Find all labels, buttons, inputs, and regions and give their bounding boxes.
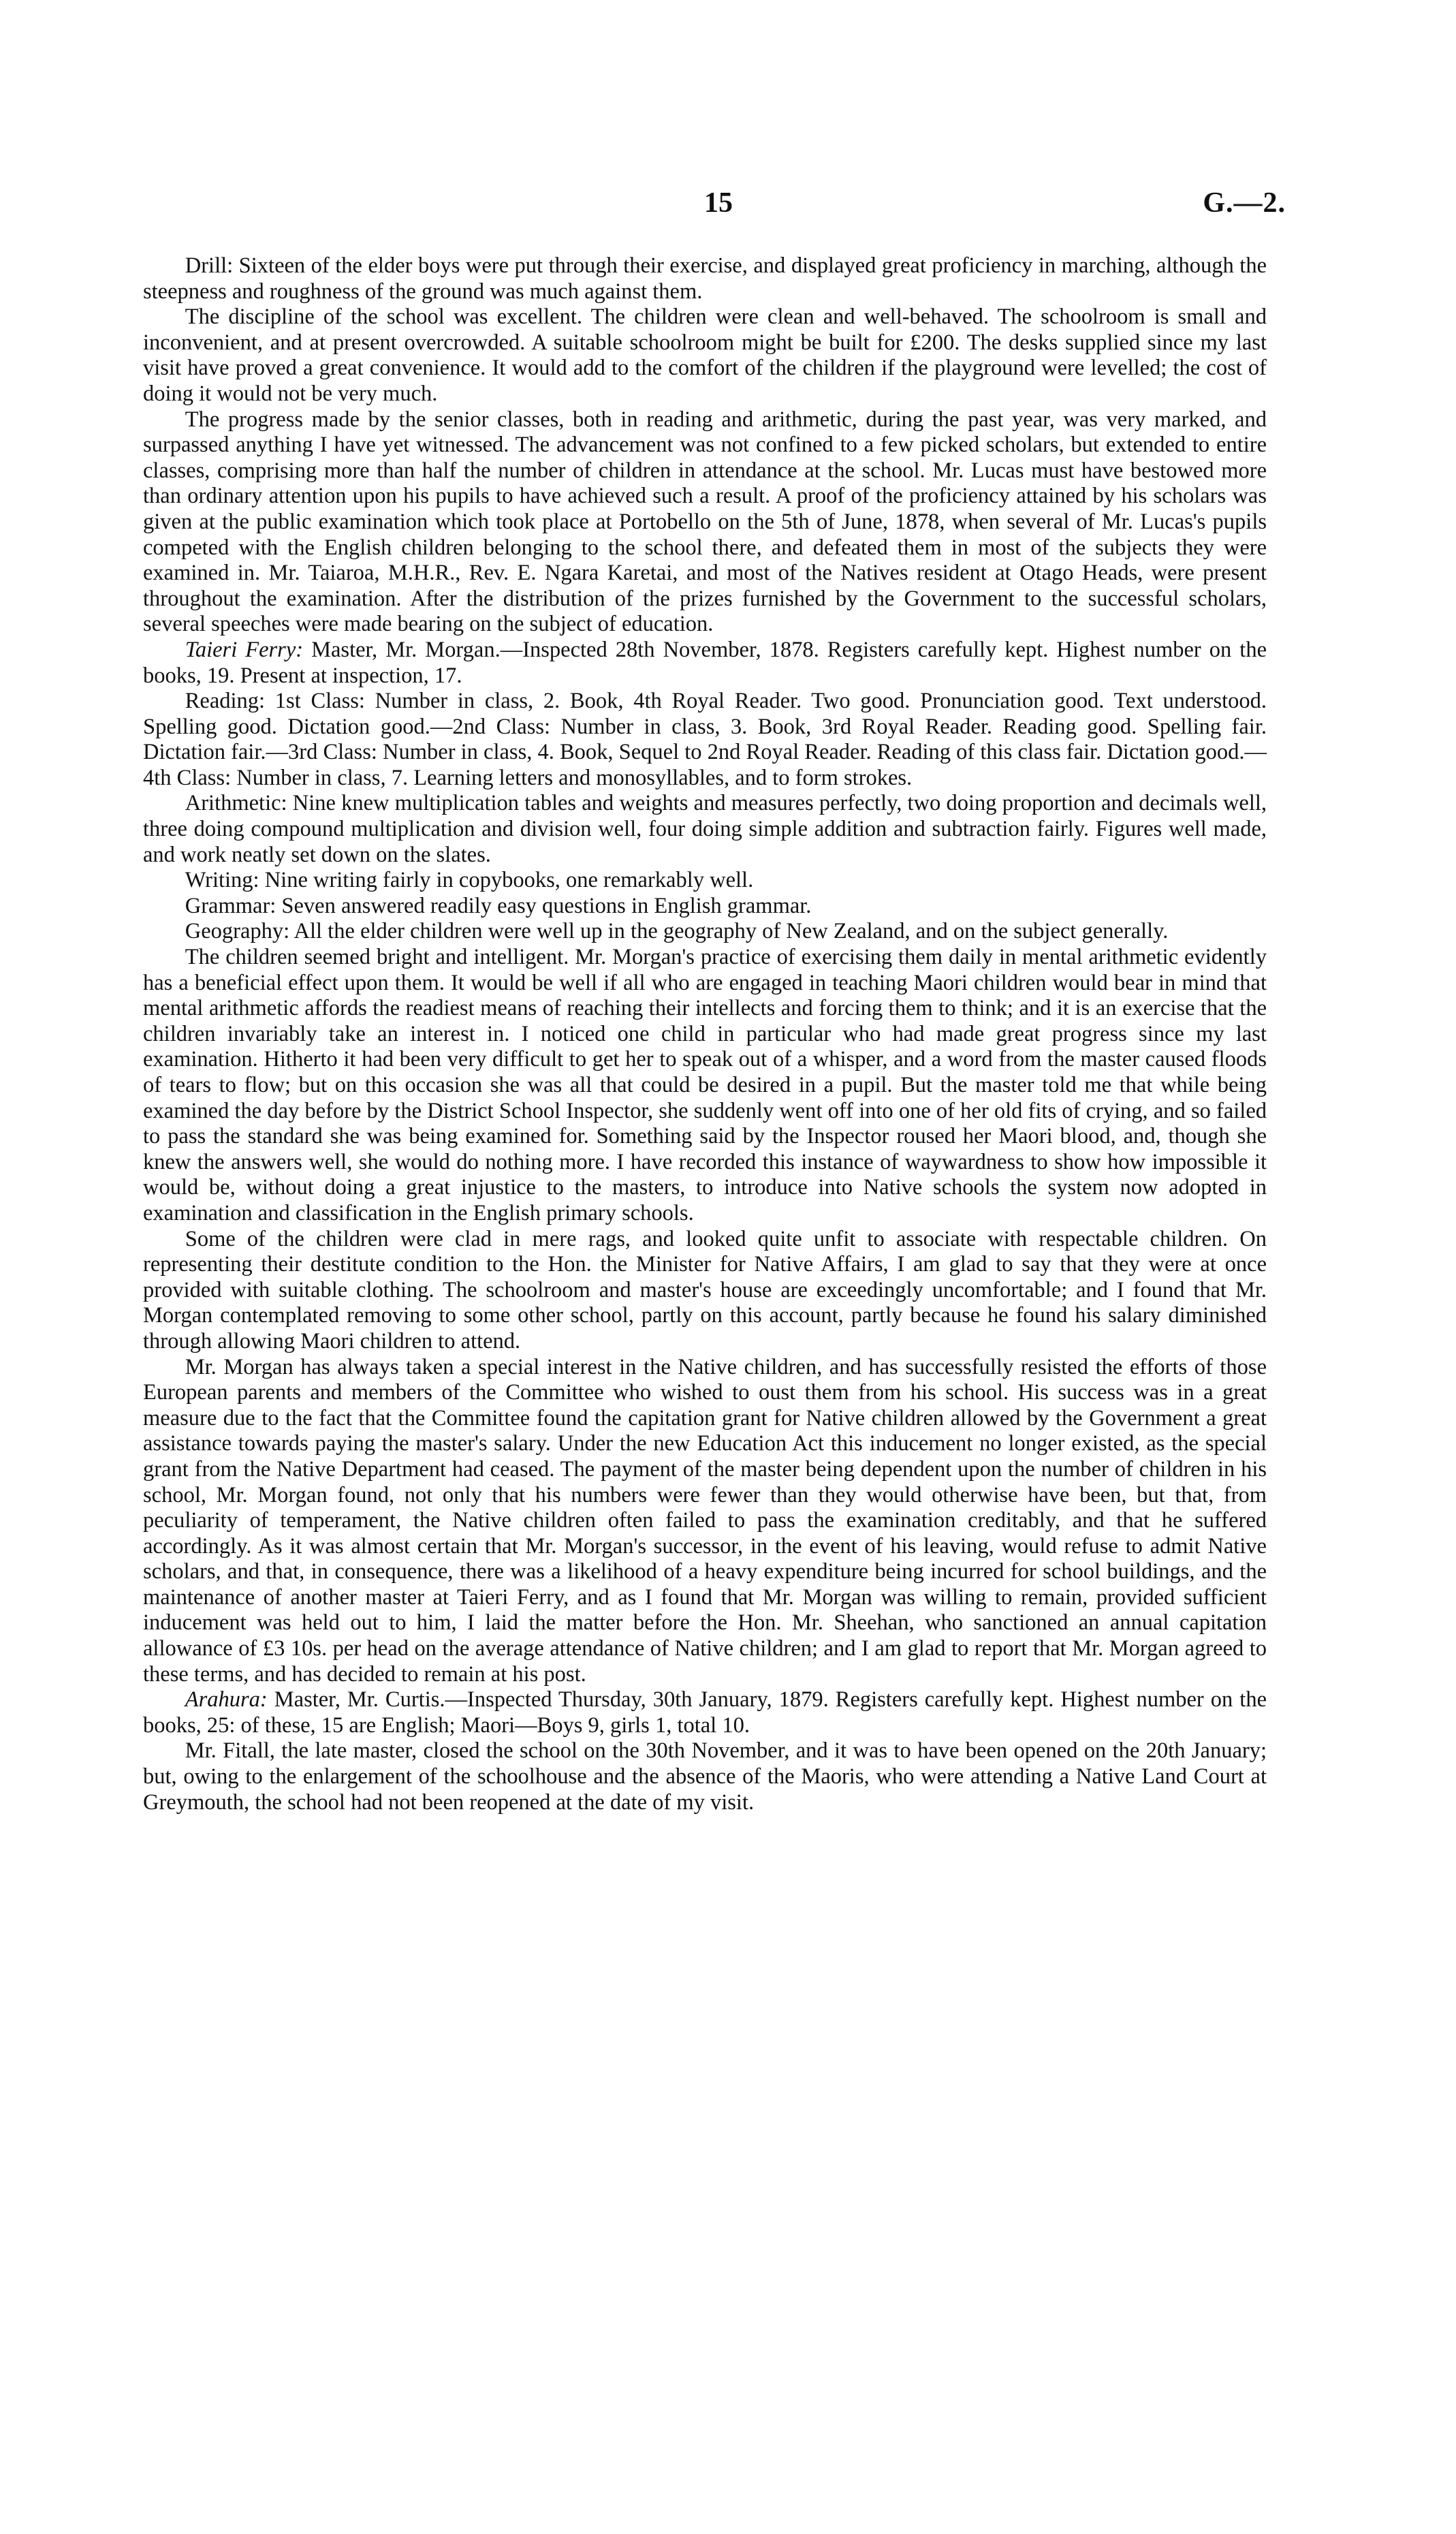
paragraph-arahura (143, 1687, 1267, 1738)
paragraph-text: Mr. Morgan has always taken a special interest in the Native children, and has successfully resisted the efforts of those European parents and members of the Committee who wished to oust them from his school. His success was in a great measure due to the fact that the Committee found the capitation grant for Native children allowed by the Government a great assistance towards paying the master's salary. Under the new Education Act this inducement no longer existed, as the special grant from the Native Department had ceased. The payment of the master being dependent upon the number of children in his school, Mr. Morgan found, not only that his numbers were fewer than they would otherwise have been, but that, from peculiarity of temperament, the Native children often failed to pass the examination creditably, and that he suffered accordingly. As it was almost certain that Mr. Morgan's successor, in the event of his leaving, would refuse to admit Native scholars, and that, in consequence, there was a likelihood of a heavy expenditure being incurred for school buildings, and the maintenance of another master at Taieri Ferry, and as I found that Mr. Morgan was willing to remain, provided sufficient inducement was held out to him, I laid the matter before the Hon. Mr. Sheehan, who sanctioned an annual capitation allowance of £3 10s. per head on the average attendance of Native children; and I am glad to report that Mr. Morgan agreed to these terms, and has decided to remain at his post. (143, 1354, 1267, 1687)
paragraph-discipline (143, 304, 1267, 407)
paragraph-grammar (143, 894, 1267, 920)
paragraph-text: Drill: Sixteen of the elder boys were put through their exercise, and displayed great proficiency in marching, although the steepness and roughness of the ground was much against them. (143, 253, 1267, 304)
paragraph-text: Master, Mr. Curtis.—Inspected Thursday, 30th January, 1879. Registers carefully kept. Highest number on the books, 25: of these, 15 are English; Maori—Boys 9, girls 1, total 10. (143, 1687, 1267, 1738)
paragraph-text: The progress made by the senior classes, both in reading and arithmetic, during the past year, was very marked, and surpassed anything I have yet witnessed. The advancement was not confined to a few picked scholars, but extended to entire classes, comprising more than half the number of children in attendance at the school. Mr. Lucas must have bestowed more than ordinary attention upon his pupils to have achieved such a result. A proof of the proficiency attained by his scholars was given at the public examination which took place at Portobello on the 5th of June, 1878, when several of Mr. Lucas's pupils competed with the English children belonging to the school there, and defeated them in most of the subjects they were examined in. Mr. Taiaroa, M.H.R., Rev. E. Ngara Karetai, and most of the Natives resident at Otago Heads, were present throughout the examination. After the distribution of the prizes furnished by the Government to the successful scholars, several speeches were made bearing on the subject of education. (143, 407, 1267, 637)
school-name-heading: Arahura: (185, 1687, 268, 1712)
paragraph-clothing (143, 1227, 1267, 1355)
paragraph-drill (143, 253, 1267, 304)
paragraph-arithmetic (143, 791, 1267, 868)
paragraph-children (143, 945, 1267, 1227)
paragraph-taieri-ferry (143, 638, 1267, 689)
paragraph-geography (143, 919, 1267, 945)
document-reference: G.—2. (1203, 187, 1286, 219)
paragraph-text: Writing: Nine writing fairly in copybooks, one remarkably well. (185, 868, 754, 893)
paragraph-text: Mr. Fitall, the late master, closed the school on the 30th November, and it was to have been opened on the 20th January; but, owing to the enlargement of the schoolhouse and the absence of the Maoris, who were attending a Native Land Court at Greymouth, the school had not been reopened at the date of my visit. (143, 1738, 1267, 1815)
paragraph-text: Geography: All the elder children were well up in the geography of New Zealand, and on the subject generally. (185, 919, 1169, 944)
page-number: 15 (704, 187, 733, 219)
paragraph-text: Some of the children were clad in mere rags, and looked quite unfit to associate with respectable children. On representing their destitute condition to the Hon. the Minister for Native Affairs, I am glad to say that they were at once provided with suitable clothing. The schoolroom and master's house are exceedingly uncomfortable; and I found that Mr. Morgan contemplated removing to some other school, partly on this account, partly because he found his salary diminished through allowing Maori children to attend. (143, 1226, 1267, 1354)
school-name-heading: Taieri Ferry: (185, 637, 304, 662)
paragraph-writing (143, 868, 1267, 894)
paragraph-text: The children seemed bright and intelligent. Mr. Morgan's practice of exercising them daily in mental arithmetic evidently has a beneficial effect upon them. It would be well if all who are engaged in teaching Maori children would bear in mind that mental arithmetic affords the readiest means of reaching their intellects and forcing them to think; and it is an exercise that the children invariably take an interest in. I noticed one child in particular who had made great progress since my last examination. Hitherto it had been very difficult to get her to speak out of a whisper, and a word from the master caused floods of tears to flow; but on this occasion she was all that could be desired in a pupil. But the master told me that while being examined the day before by the District School Inspector, she suddenly went off into one of her old fits of crying, and so failed to pass the standard she was being examined for. Something said by the Inspector roused her Maori blood, and, though she knew the answers well, she would do nothing more. I have recorded this instance of waywardness to show how impossible it would be, without doing a great injustice to the masters, to introduce into Native schools the system now adopted in examination and classification in the English primary schools. (143, 945, 1267, 1225)
paragraph-reading (143, 689, 1267, 791)
paragraph-mr-fitall (143, 1738, 1267, 1815)
paragraph-text: Master, Mr. Morgan.—Inspected 28th November, 1878. Registers carefully kept. Highest number on the books, 19. Present at inspection, 17. (143, 637, 1267, 688)
paragraph-progress (143, 407, 1267, 638)
paragraph-text: Reading: 1st Class: Number in class, 2. Book, 4th Royal Reader. Two good. Pronunciation good. Text understood. Spelling good. Dictation good.—2nd Class: Number in class, 3. Book, 3rd Royal Reader. Reading good. Spelling fair. Dictation fair.—3rd Class: Number in class, 4. Book, Sequel to 2nd Royal Reader. Reading of this class fair. Dictation good.—4th Class: Number in class, 7. Learning letters and monosyllables, and to form strokes. (143, 689, 1267, 790)
paragraph-text: Arithmetic: Nine knew multiplication tables and weights and measures perfectly, two doing proportion and decimals well, three doing compound multiplication and division well, four doing simple addition and subtraction fairly. Figures well made, and work neatly set down on the slates. (143, 791, 1267, 867)
body-text (143, 253, 1267, 1815)
paragraph-text: Grammar: Seven answered readily easy questions in English grammar. (185, 893, 812, 918)
paragraph-mr-morgan (143, 1355, 1267, 1688)
paragraph-text: The discipline of the school was excellent. The children were clean and well-behaved. The schoolroom is small and inconvenient, and at present overcrowded. A suitable schoolroom might be built for £200. The desks supplied since my last visit have proved a great convenience. It would add to the comfort of the children if the playground were levelled; the cost of doing it would not be very much. (143, 304, 1267, 406)
